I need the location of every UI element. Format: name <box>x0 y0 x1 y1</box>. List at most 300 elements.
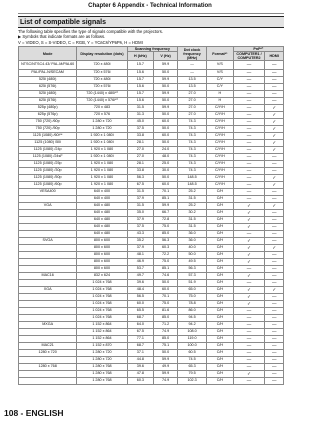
intro-line: The following table specifies the type of signals compatible with the projectors. <box>18 29 164 34</box>
cell-v-hz: 59.9 <box>154 61 178 70</box>
cell-pnp-computer: ✓ <box>233 224 265 231</box>
cell-v-hz: 72.2 <box>154 252 178 259</box>
cell-pnp-hdmi: — <box>265 336 284 343</box>
cell-mode: SVGA <box>19 238 77 245</box>
cell-h-khz: 33.8 <box>127 168 154 175</box>
cell-v-hz: 74.9 <box>154 378 178 385</box>
page-number: 108 - ENGLISH <box>4 408 64 418</box>
cell-format: C/H <box>207 329 234 336</box>
cell-pnp-hdmi: — <box>265 294 284 301</box>
cell-format: C/H <box>207 196 234 203</box>
cell-mode: 625i (576i) <box>19 98 77 105</box>
cell-mode: 1125 (1080) /25p <box>19 161 77 168</box>
cell-dot-clock: 27.0 <box>177 105 206 112</box>
table-row <box>19 336 284 343</box>
cell-pnp-hdmi: — <box>265 70 284 77</box>
cell-h-khz: 37.5 <box>127 126 154 133</box>
cell-pnp-computer: — <box>233 161 265 168</box>
cell-h-khz: 15.6 <box>127 98 154 105</box>
cell-pnp-hdmi: — <box>265 161 284 168</box>
cell-mode: MAC16 <box>19 273 77 280</box>
cell-v-hz: 81.6 <box>154 308 178 315</box>
cell-mode <box>19 371 77 378</box>
table-row <box>19 350 284 357</box>
cell-format: C/H <box>207 322 234 329</box>
cell-format: C/H <box>207 364 234 371</box>
cell-format: C/H <box>207 259 234 266</box>
cell-mode <box>19 336 77 343</box>
cell-mode: 1125 (1080) /50i <box>19 140 77 147</box>
table-row <box>19 301 284 308</box>
cell-v-hz: 50.0 <box>154 112 178 119</box>
cell-display-resolution: 1 280 x 768 <box>77 378 127 385</box>
cell-display-resolution: 1 920 x 1 080 <box>77 175 127 182</box>
table-row <box>19 210 284 217</box>
cell-pnp-hdmi: — <box>265 196 284 203</box>
cell-h-khz: 65.5 <box>127 308 154 315</box>
table-row <box>19 98 284 105</box>
cell-display-resolution: 1 152 x 870 <box>77 343 127 350</box>
cell-pnp-computer: — <box>233 378 265 385</box>
table-row <box>19 140 284 147</box>
cell-display-resolution: 1 920 x 1 080i <box>77 140 127 147</box>
cell-pnp-hdmi: — <box>265 280 284 287</box>
cell-h-khz: 37.1 <box>127 350 154 357</box>
cell-h-khz: 39.6 <box>127 280 154 287</box>
cell-display-resolution: 640 x 480 <box>77 231 127 238</box>
cell-v-hz: 66.7 <box>154 210 178 217</box>
cell-dot-clock: 79.5 <box>177 371 206 378</box>
cell-h-khz: 37.9 <box>127 245 154 252</box>
header-format: Format*¹ <box>207 47 234 61</box>
cell-v-hz: 59.9 <box>154 91 178 98</box>
cell-v-hz: 30.0 <box>154 168 178 175</box>
cell-pnp-hdmi: — <box>265 315 284 322</box>
cell-h-khz: 15.7 <box>127 61 154 70</box>
cell-format: C/H <box>207 287 234 294</box>
cell-dot-clock: 65.3 <box>177 364 206 371</box>
cell-v-hz: 85.0 <box>154 336 178 343</box>
cell-v-hz: 48.0 <box>154 154 178 161</box>
cell-dot-clock: 74.3 <box>177 168 206 175</box>
cell-v-hz: 60.3 <box>154 245 178 252</box>
table-row <box>19 91 284 98</box>
cell-pnp-computer: — <box>233 336 265 343</box>
cell-display-resolution: 832 x 624 <box>77 273 127 280</box>
cell-pnp-computer: — <box>233 308 265 315</box>
cell-dot-clock: 13.5 <box>177 77 206 84</box>
cell-pnp-hdmi: — <box>265 259 284 266</box>
cell-h-khz: 47.8 <box>127 371 154 378</box>
cell-format: C/H <box>207 350 234 357</box>
cell-pnp-hdmi: — <box>265 378 284 385</box>
cell-mode <box>19 266 77 273</box>
cell-pnp-computer: — <box>233 315 265 322</box>
cell-dot-clock: 31.5 <box>177 224 206 231</box>
cell-v-hz: 70.1 <box>154 294 178 301</box>
cell-mode: 1125 (1080) /30p <box>19 168 77 175</box>
cell-pnp-computer: ✓ <box>233 217 265 224</box>
cell-mode: NTSC/NTSC4.43/ PAL-M/PAL60 <box>19 61 77 70</box>
cell-v-hz: 75.1 <box>154 343 178 350</box>
header-h-khz: H (kHz) <box>127 52 154 61</box>
cell-v-hz: 75.0 <box>154 259 178 266</box>
cell-h-khz: 31.3 <box>127 112 154 119</box>
cell-h-khz: 15.6 <box>127 70 154 77</box>
cell-v-hz: 50.0 <box>154 140 178 147</box>
cell-dot-clock: 86.0 <box>177 308 206 315</box>
cell-h-khz: 35.0 <box>127 210 154 217</box>
cell-pnp-computer: — <box>233 84 265 91</box>
cell-pnp-computer: ✓ <box>233 203 265 210</box>
cell-format: C/Y/H <box>207 154 234 161</box>
cell-pnp-hdmi: — <box>265 217 284 224</box>
cell-display-resolution: 1 152 x 864 <box>77 329 127 336</box>
cell-format: C/Y/H <box>207 140 234 147</box>
cell-pnp-computer: — <box>233 112 265 119</box>
cell-mode: 625i (576i) <box>19 84 77 91</box>
cell-format: C/H <box>207 301 234 308</box>
cell-format: C/H <box>207 203 234 210</box>
cell-h-khz: 45.0 <box>127 119 154 126</box>
cell-v-hz: 60.0 <box>154 119 178 126</box>
cell-v-hz: 85.0 <box>154 315 178 322</box>
cell-display-resolution: 1 280 x 720 <box>77 357 127 364</box>
cell-dot-clock: 74.3 <box>177 161 206 168</box>
header-pnp: PnP*² <box>233 47 283 52</box>
cell-v-hz: 75.0 <box>154 301 178 308</box>
cell-v-hz: 71.2 <box>154 322 178 329</box>
intro-text <box>18 29 284 45</box>
cell-display-resolution: 800 x 600 <box>77 259 127 266</box>
cell-mode: 1125 (1080) /60p <box>19 182 77 189</box>
cell-format: C/H <box>207 210 234 217</box>
cell-dot-clock: 100.0 <box>177 343 206 350</box>
table-row <box>19 147 284 154</box>
header-computer: COMPUTER1 / COMPUTER2 <box>233 52 265 61</box>
header-display-resolution: Display resolution (dots) <box>77 47 127 61</box>
cell-h-khz: 37.9 <box>127 196 154 203</box>
cell-display-resolution: 640 x 400 <box>77 196 127 203</box>
cell-h-khz: 68.7 <box>127 343 154 350</box>
cell-dot-clock: 74.3 <box>177 126 206 133</box>
cell-display-resolution: 1 920 x 1 080 <box>77 182 127 189</box>
cell-dot-clock: 94.2 <box>177 322 206 329</box>
table-row <box>19 126 284 133</box>
table-row <box>19 175 284 182</box>
cell-display-resolution: 720 x 480i <box>77 77 127 84</box>
cell-format: C/Y/H <box>207 168 234 175</box>
cell-format: H <box>207 91 234 98</box>
cell-pnp-computer: — <box>233 357 265 364</box>
cell-v-hz: 50.0 <box>154 350 178 357</box>
cell-pnp-hdmi: — <box>265 61 284 70</box>
cell-h-khz: 67.5 <box>127 182 154 189</box>
cell-mode: XGA <box>19 287 77 294</box>
cell-display-resolution: 1 024 x 768 <box>77 308 127 315</box>
table-body <box>19 61 284 385</box>
cell-pnp-computer: — <box>233 70 265 77</box>
cell-display-resolution: 800 x 600 <box>77 266 127 273</box>
cell-pnp-hdmi: — <box>265 231 284 238</box>
cell-v-hz: 59.9 <box>154 105 178 112</box>
cell-v-hz: 50.0 <box>154 98 178 105</box>
cell-format: C/H <box>207 371 234 378</box>
table-row <box>19 252 284 259</box>
cell-pnp-computer: — <box>233 168 265 175</box>
table-row <box>19 238 284 245</box>
cell-pnp-hdmi: — <box>265 154 284 161</box>
cell-display-resolution: 800 x 600 <box>77 238 127 245</box>
table-row <box>19 231 284 238</box>
cell-dot-clock: 65.0 <box>177 287 206 294</box>
cell-h-khz: 31.5 <box>127 105 154 112</box>
table-row <box>19 77 284 84</box>
cell-dot-clock: 31.5 <box>177 217 206 224</box>
cell-dot-clock: 75.0 <box>177 294 206 301</box>
cell-format: C/H <box>207 224 234 231</box>
cell-dot-clock: 56.3 <box>177 266 206 273</box>
cell-pnp-computer: — <box>233 147 265 154</box>
cell-pnp-hdmi: — <box>265 322 284 329</box>
cell-dot-clock: 74.5 <box>177 357 206 364</box>
cell-pnp-hdmi: — <box>265 364 284 371</box>
cell-dot-clock: 148.5 <box>177 182 206 189</box>
cell-format: C/H <box>207 315 234 322</box>
cell-display-resolution: 640 x 480 <box>77 210 127 217</box>
chapter-title: Chapter 6 Appendix - Technical Information <box>88 3 212 9</box>
cell-pnp-hdmi: — <box>265 238 284 245</box>
cell-format: C/H <box>207 266 234 273</box>
header-mode: Mode <box>19 47 77 61</box>
table-row <box>19 203 284 210</box>
cell-format: C/H <box>207 343 234 350</box>
cell-pnp-hdmi: ✓ <box>265 133 284 140</box>
cell-pnp-computer: ✓ <box>233 238 265 245</box>
cell-h-khz: 15.6 <box>127 84 154 91</box>
cell-format: C/H <box>207 231 234 238</box>
cell-format: C/H <box>207 273 234 280</box>
cell-dot-clock: 57.3 <box>177 273 206 280</box>
cell-dot-clock: 148.5 <box>177 175 206 182</box>
cell-dot-clock: 60.5 <box>177 350 206 357</box>
cell-mode <box>19 252 77 259</box>
cell-pnp-hdmi: — <box>265 84 284 91</box>
cell-format: H <box>207 98 234 105</box>
cell-pnp-hdmi: ✓ <box>265 182 284 189</box>
cell-pnp-hdmi: — <box>265 91 284 98</box>
cell-mode: 525i (480i) <box>19 91 77 98</box>
cell-mode: VGA <box>19 203 77 210</box>
cell-mode: 625p (576p) <box>19 112 77 119</box>
cell-pnp-computer: ✓ <box>233 210 265 217</box>
cell-v-hz: 74.6 <box>154 273 178 280</box>
cell-v-hz: 60.0 <box>154 287 178 294</box>
section-heading-bar <box>18 16 284 28</box>
cell-mode: 525i (480i) <box>19 77 77 84</box>
table-row <box>19 70 284 77</box>
cell-display-resolution: 720 x 576 <box>77 112 127 119</box>
cell-pnp-hdmi: — <box>265 77 284 84</box>
cell-pnp-hdmi: ✓ <box>265 112 284 119</box>
cell-pnp-hdmi: — <box>265 98 284 105</box>
cell-pnp-hdmi: — <box>265 210 284 217</box>
cell-display-resolution: 640 x 400 <box>77 189 127 196</box>
cell-format: C/Y/H <box>207 182 234 189</box>
cell-pnp-hdmi: ✓ <box>265 203 284 210</box>
cell-pnp-computer: — <box>233 175 265 182</box>
header-scanning-frequency: Scanning frequency <box>127 47 177 52</box>
cell-v-hz: 25.0 <box>154 161 178 168</box>
cell-dot-clock: 36.0 <box>177 231 206 238</box>
cell-mode: 1125 (1080) /60i*⁴ <box>19 133 77 140</box>
cell-mode <box>19 245 77 252</box>
cell-format: C/H <box>207 238 234 245</box>
cell-dot-clock: 74.3 <box>177 154 206 161</box>
cell-mode <box>19 315 77 322</box>
cell-display-resolution: 1 024 x 768 <box>77 287 127 294</box>
cell-h-khz: 53.7 <box>127 266 154 273</box>
cell-dot-clock: 31.5 <box>177 196 206 203</box>
cell-h-khz: 35.2 <box>127 238 154 245</box>
table-row <box>19 224 284 231</box>
cell-v-hz: 59.9 <box>154 357 178 364</box>
cell-pnp-hdmi: ✓ <box>265 119 284 126</box>
cell-format: C/H <box>207 294 234 301</box>
cell-display-resolution: 720 x 480i <box>77 61 127 70</box>
cell-mode: 1125 (1080) /24sF <box>19 154 77 161</box>
cell-display-resolution: 1 024 x 768 <box>77 301 127 308</box>
cell-mode <box>19 378 77 385</box>
cell-format: C/Y/H <box>207 175 234 182</box>
cell-pnp-computer: — <box>233 126 265 133</box>
cell-mode <box>19 231 77 238</box>
cell-pnp-hdmi: — <box>265 329 284 336</box>
cell-pnp-computer: — <box>233 105 265 112</box>
cell-pnp-computer: — <box>233 231 265 238</box>
cell-mode: 1280 x 720 <box>19 350 77 357</box>
cell-format: C/H <box>207 308 234 315</box>
cell-pnp-computer: — <box>233 61 265 70</box>
cell-h-khz: 67.5 <box>127 329 154 336</box>
table-row <box>19 161 284 168</box>
table-row <box>19 329 284 336</box>
cell-v-hz: 50.0 <box>154 126 178 133</box>
cell-pnp-computer: — <box>233 322 265 329</box>
table-row <box>19 266 284 273</box>
cell-dot-clock: 119.0 <box>177 336 206 343</box>
cell-pnp-computer: — <box>233 91 265 98</box>
cell-dot-clock: — <box>177 70 206 77</box>
cell-dot-clock: 13.5 <box>177 84 206 91</box>
cell-pnp-hdmi: — <box>265 308 284 315</box>
cell-pnp-hdmi: — <box>265 357 284 364</box>
cell-pnp-computer: — <box>233 133 265 140</box>
cell-v-hz: 59.9 <box>154 77 178 84</box>
cell-pnp-computer: ✓ <box>233 252 265 259</box>
cell-dot-clock: 25.2 <box>177 189 206 196</box>
cell-dot-clock: 74.3 <box>177 119 206 126</box>
cell-dot-clock: 94.5 <box>177 315 206 322</box>
cell-dot-clock: 30.2 <box>177 210 206 217</box>
cell-dot-clock: 27.0 <box>177 98 206 105</box>
table-row <box>19 343 284 350</box>
cell-h-khz: 31.5 <box>127 189 154 196</box>
cell-v-hz: 60.0 <box>154 133 178 140</box>
cell-dot-clock: 36.0 <box>177 238 206 245</box>
cell-dot-clock: 50.0 <box>177 252 206 259</box>
cell-dot-clock: 74.3 <box>177 140 206 147</box>
cell-pnp-computer: — <box>233 266 265 273</box>
cell-pnp-computer: — <box>233 196 265 203</box>
cell-format: C/Y <box>207 84 234 91</box>
cell-mode <box>19 329 77 336</box>
cell-display-resolution: 1 920 x 1 080i <box>77 154 127 161</box>
intro-line: V = VIDEO, S = S-VIDEO, C = RGB, Y = YCʙCʀ/YPʙPʀ, H = HDMI <box>18 39 143 45</box>
cell-pnp-hdmi: — <box>265 168 284 175</box>
cell-pnp-hdmi: — <box>265 301 284 308</box>
cell-display-resolution: 1 920 x 1 080 <box>77 147 127 154</box>
cell-mode: 525p (480p) <box>19 105 77 112</box>
cell-pnp-hdmi: ✓ <box>265 140 284 147</box>
cell-format: C/H <box>207 245 234 252</box>
table-row <box>19 168 284 175</box>
cell-mode <box>19 357 77 364</box>
header-v-hz: V (Hz) <box>154 52 178 61</box>
table-row <box>19 357 284 364</box>
cell-mode: 1280 x 768 <box>19 364 77 371</box>
cell-mode <box>19 217 77 224</box>
cell-display-resolution: 720 (1440) x 480i*³ <box>77 91 127 98</box>
cell-display-resolution: 1 024 x 768 <box>77 280 127 287</box>
cell-format: C/Y/H <box>207 119 234 126</box>
cell-h-khz: 28.1 <box>127 140 154 147</box>
cell-h-khz: 39.6 <box>127 364 154 371</box>
cell-pnp-computer: ✓ <box>233 301 265 308</box>
cell-h-khz: 56.5 <box>127 294 154 301</box>
cell-h-khz: 44.8 <box>127 357 154 364</box>
cell-format: V/S <box>207 70 234 77</box>
cell-pnp-hdmi: ✓ <box>265 147 284 154</box>
cell-format: C/Y/H <box>207 126 234 133</box>
cell-pnp-computer: ✓ <box>233 287 265 294</box>
cell-v-hz: 60.0 <box>154 182 178 189</box>
intro-line: ▶ Symbols that indicate formats are as follows. <box>18 34 106 40</box>
cell-v-hz: 50.0 <box>154 280 178 287</box>
cell-mode <box>19 196 77 203</box>
cell-dot-clock: 25.2 <box>177 203 206 210</box>
cell-h-khz: 28.1 <box>127 161 154 168</box>
table-row <box>19 259 284 266</box>
cell-pnp-hdmi: ✓ <box>265 126 284 133</box>
cell-format: V/S <box>207 61 234 70</box>
cell-dot-clock: 49.5 <box>177 259 206 266</box>
cell-v-hz: 85.1 <box>154 266 178 273</box>
cell-v-hz: 70.1 <box>154 189 178 196</box>
cell-format: C/H <box>207 357 234 364</box>
cell-pnp-computer: — <box>233 77 265 84</box>
cell-mode <box>19 210 77 217</box>
table-row <box>19 371 284 378</box>
cell-v-hz: 59.9 <box>154 371 178 378</box>
cell-h-khz: 37.5 <box>127 224 154 231</box>
cell-pnp-computer: — <box>233 280 265 287</box>
cell-v-hz: 50.0 <box>154 175 178 182</box>
cell-dot-clock: 74.3 <box>177 133 206 140</box>
cell-display-resolution: 1 920 x 1 080 <box>77 168 127 175</box>
cell-display-resolution: 1 280 x 720 <box>77 126 127 133</box>
cell-h-khz: 48.1 <box>127 252 154 259</box>
